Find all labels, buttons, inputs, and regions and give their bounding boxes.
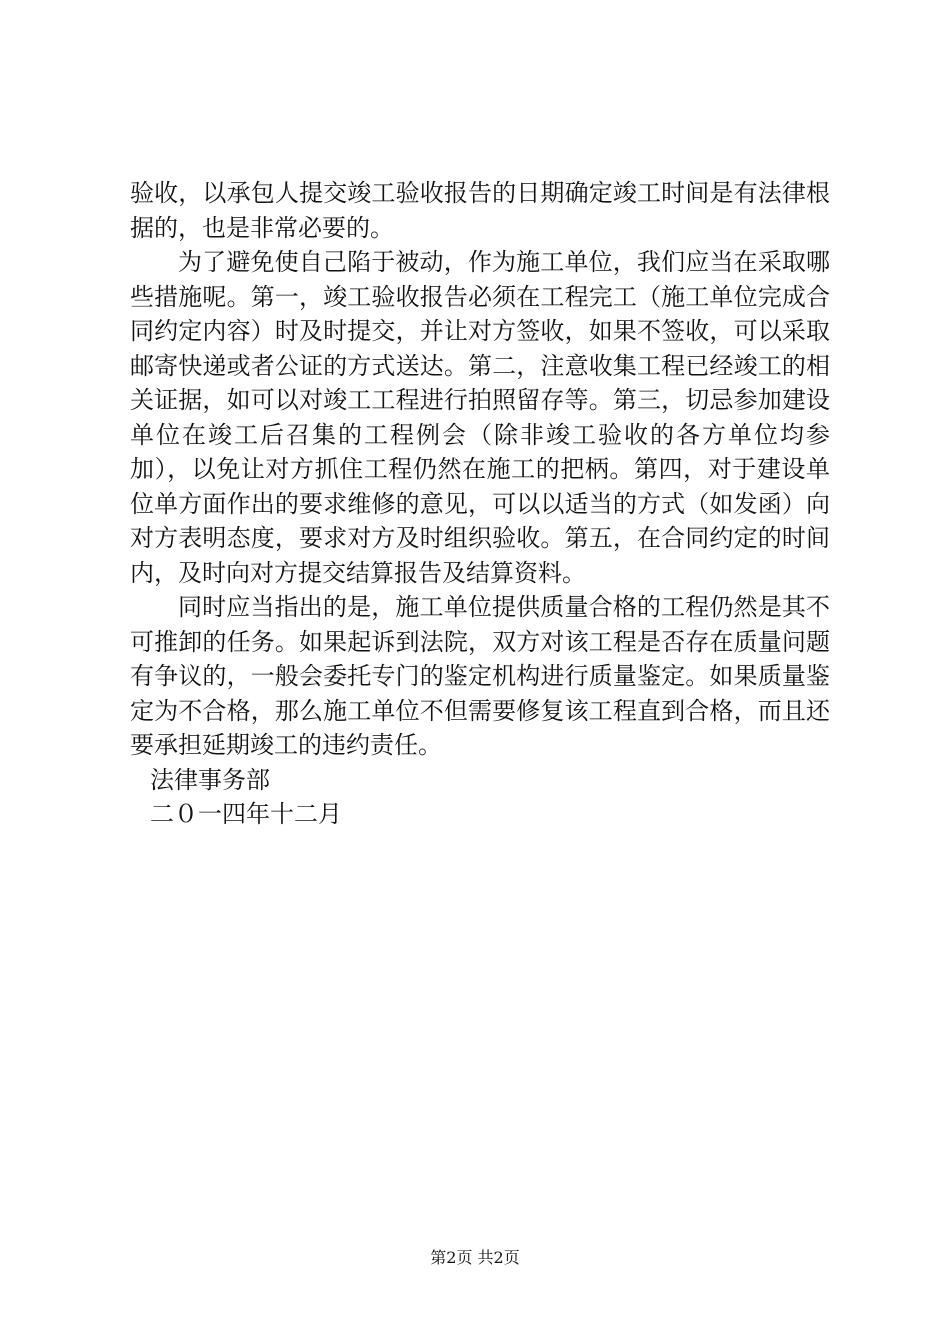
paragraph-measures: 为了避免使自己陷于被动，作为施工单位，我们应当在采取哪些措施呢。第一，竣工验收报告必须在工程完工（施工单位完成合同约定内容）时及时提交，并让对方签收，如果不签收，可以采取邮寄快递或者公证的方式送达。第二，注意收集工程已经竣工的相关证据，如可以对竣工工程进行拍照留存等。第三，切忌参加建设单位在竣工后召集的工程例会（除非竣工验收的各方单位均参加），以免让对方抓住工程仍然在施工的把柄。第四，对于建设单位单方面作出的要求维修的意见，可以以适当的方式（如发函）向对方表明态度，要求对方及时组织验收。第五，在合同约定的时间内，及时向对方提交结算报告及结算资料。 — [130, 248, 830, 587]
page-number-footer: 第2页 共2页 — [430, 1248, 520, 1267]
signature-date: 二０一四年十二月 — [150, 800, 342, 828]
paragraph-continuation: 验收，以承包人提交竣工验收报告的日期确定竣工时间是有法律根据的，也是非常必要的。 — [130, 179, 830, 242]
document-body — [130, 176, 830, 832]
paragraph-quality: 同时应当指出的是，施工单位提供质量合格的工程仍然是其不可推卸的任务。如果起诉到法院，双方对该工程是否存在质量问题有争议的，一般会委托专门的鉴定机构进行质量鉴定。如果质量鉴定为不合格，那么施工单位不但需要修复该工程直到合格，而且还要承担延期竣工的违约责任。 — [130, 593, 830, 759]
signature-department: 法律事务部 — [150, 765, 270, 794]
